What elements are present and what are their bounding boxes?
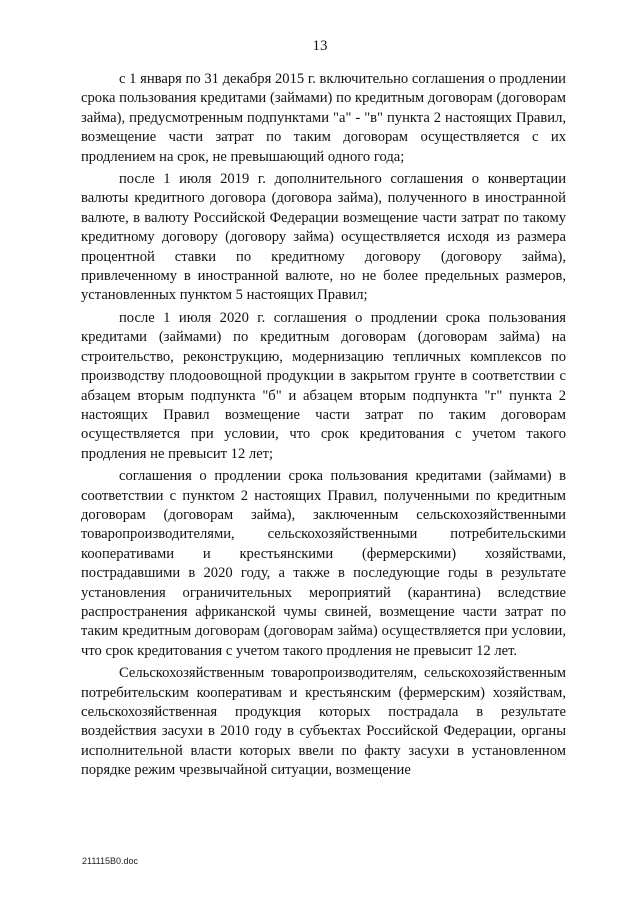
document-body bbox=[81, 70, 566, 781]
paragraph-2015-extension: с 1 января по 31 декабря 2015 г. включительно соглашения о продлении срока пользования кредитами (займами) по кредитным договорам (договорам займа), предусмотренным подпунктами "а" - "в" пункта 2 настоящих Правил, возмещение части затрат по таким договорам осуществляется с их продлением на срок, не превышающий одного года; bbox=[81, 71, 566, 165]
paragraph-2020-greenhouse: после 1 июля 2020 г. соглашения о продлении срока пользования кредитами (займами) по кредитным договорам (договорам займа) на строительство, реконструкцию, модернизацию тепличных комплексов по производству плодоовощной продукции в закрытом грунте в соответствии с абзацем вторым подпункта "б" и абзацем вторым подпункта "г" пункта 2 настоящих Правил возмещение части затрат по таким договорам осуществляется при условии, что срок кредитования с учетом такого продления не превысит 12 лет; bbox=[81, 309, 566, 462]
paragraph-drought-2010: Сельскохозяйственным товаропроизводителям, сельскохозяйственным потребительским кооперативам и крестьянским (фермерским) хозяйствам, сельскохозяйственная продукция которых пострадала в результате воздействия засухи в 2010 году в субъектах Российской Федерации, органы исполнительной власти которых ввели по факту засухи в установленном порядке режим чрезвычайной ситуации, возмещение bbox=[81, 665, 566, 779]
page-number: 13 bbox=[312, 38, 328, 54]
paragraph-african-swine-fever: соглашения о продлении срока пользования кредитами (займами) в соответствии с пунктом 2 настоящих Правил, полученными по кредитным договорам (договорам займа), заключенным сельскохозяйственными товаропроизводителями, сельскохозяйственными потребительскими кооперативами и крестьянскими (фермерскими) хозяйствами, пострадавшими в 2020 году, а также в последующие годы в результате установления ограничительных мероприятий (карантина) вследствие распространения африканской чумы свиней, возмещение части затрат по таким кредитным договорам (договорам займа) осуществляется при условии, что срок кредитования с учетом такого продления не превысит 12 лет. bbox=[81, 468, 566, 659]
paragraph-2019-currency-conversion: после 1 июля 2019 г. дополнительного соглашения о конвертации валюты кредитного договора (договора займа), полученного в иностранной валюте, в валюту Российской Федерации возмещение части затрат по такому кредитному договору (договору займа) осуществляется исходя из размера процентной ставки по кредитному договору (договору займа), привлеченному в иностранной валюте, но не более предельных размеров, установленных пунктом 5 настоящих Правил; bbox=[81, 171, 566, 304]
document-filename: 211115В0.doc bbox=[82, 856, 139, 866]
